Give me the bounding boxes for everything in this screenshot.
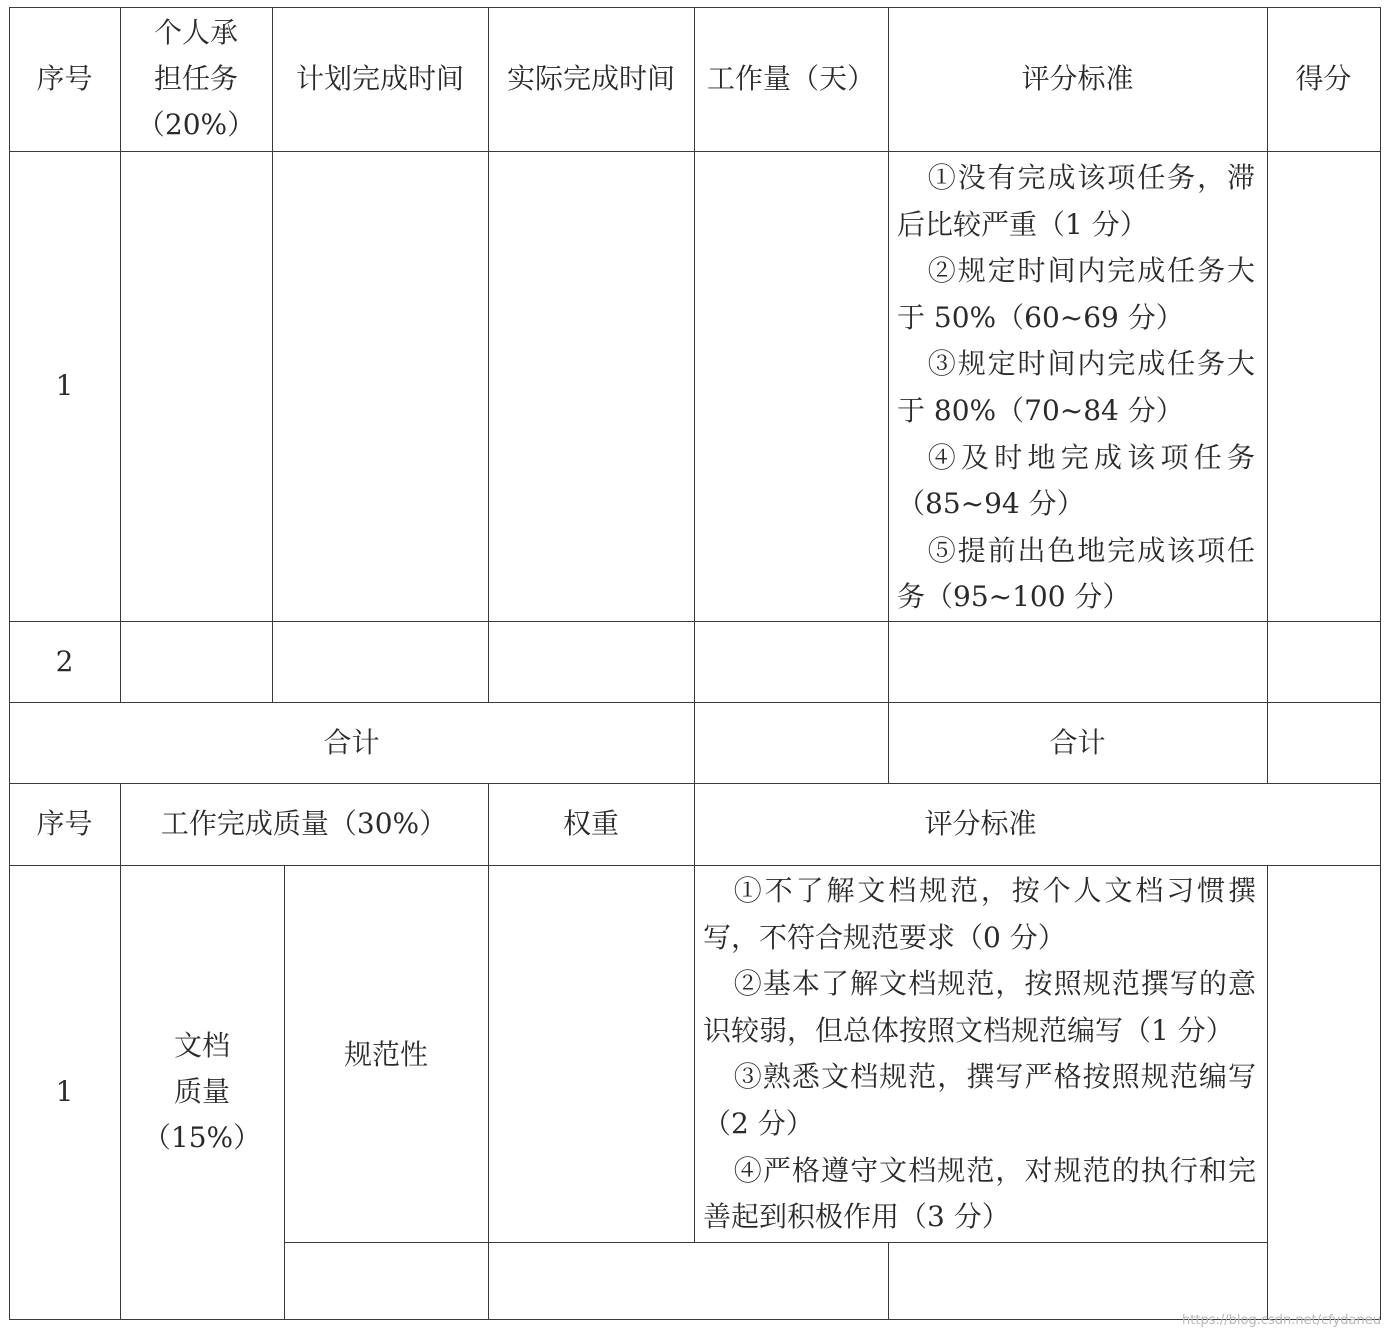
total-label: 合计 xyxy=(323,725,380,759)
rule xyxy=(284,865,285,1319)
header2-weight: 权重 xyxy=(562,807,619,840)
rule xyxy=(9,1319,1381,1320)
rule xyxy=(1380,7,1381,1319)
header2-quality: 工作完成质量（30%） xyxy=(160,807,448,840)
header2-seq: 序号 xyxy=(36,807,93,840)
criteria-item: ①不了解文档规范，按个人文档习惯撰写，不符合规范要求（0 分） xyxy=(703,874,1256,954)
criteria-item: ①没有完成该项任务，滞后比较严重（1 分） xyxy=(897,161,1255,241)
criteria-item: ③熟悉文档规范，撰写严格按照规范编写（2 分） xyxy=(703,1060,1256,1140)
header-personal-task xyxy=(120,7,272,151)
rule xyxy=(888,1242,889,1319)
criteria-item: ③规定时间内完成任务大于 80%（70~84 分） xyxy=(897,347,1255,427)
rule xyxy=(9,621,1381,622)
header2-criteria: 评分标准 xyxy=(924,807,1037,840)
criteria-item: ⑤提前出色地完成该项任务（95~100 分） xyxy=(897,533,1255,614)
row3-seq: 1 xyxy=(55,1075,74,1108)
criteria-item: ④及时地完成该项任务（85~94 分） xyxy=(897,440,1255,521)
row2-seq: 2 xyxy=(55,644,74,678)
doc-quality-line: 质量 xyxy=(173,1075,230,1108)
header-workload: 工作量（天） xyxy=(706,62,875,95)
criteria-item: ②基本了解文档规范，按照规范撰写的意识较弱，但总体按照文档规范编写（1 分） xyxy=(703,967,1256,1047)
rule xyxy=(1267,865,1268,1319)
doc-quality-line: 文档 xyxy=(173,1029,230,1062)
row1-seq: 1 xyxy=(55,369,74,402)
criteria-item: ②规定时间内完成任务大于 50%（60~69 分） xyxy=(897,254,1255,334)
criteria-item: ④严格遵守文档规范，对规范的执行和完善起到积极作用（3 分） xyxy=(703,1153,1256,1234)
header-actual-time: 实际完成时间 xyxy=(506,62,675,95)
header-criteria: 评分标准 xyxy=(1021,62,1134,95)
doc-quality-label xyxy=(120,865,284,1319)
row3-criteria xyxy=(703,868,1256,1241)
header-score: 得分 xyxy=(1295,62,1352,95)
header-task-line: （20%） xyxy=(136,108,256,141)
rule xyxy=(284,1242,1267,1243)
total-label-right: 合计 xyxy=(1049,725,1106,759)
header-task-line: 担任务 xyxy=(153,62,238,95)
header-planned-time: 计划完成时间 xyxy=(295,62,464,95)
row1-criteria xyxy=(897,155,1255,621)
rule xyxy=(694,7,695,1242)
item-standardization: 规范性 xyxy=(343,1038,428,1071)
header-seq: 序号 xyxy=(36,62,93,95)
header-task-line: 个人承 xyxy=(153,16,238,49)
doc-quality-line: （15%） xyxy=(142,1121,262,1154)
watermark: https://blog.csdn.net/cfydaneu xyxy=(1182,1313,1381,1328)
rule xyxy=(9,151,1381,152)
